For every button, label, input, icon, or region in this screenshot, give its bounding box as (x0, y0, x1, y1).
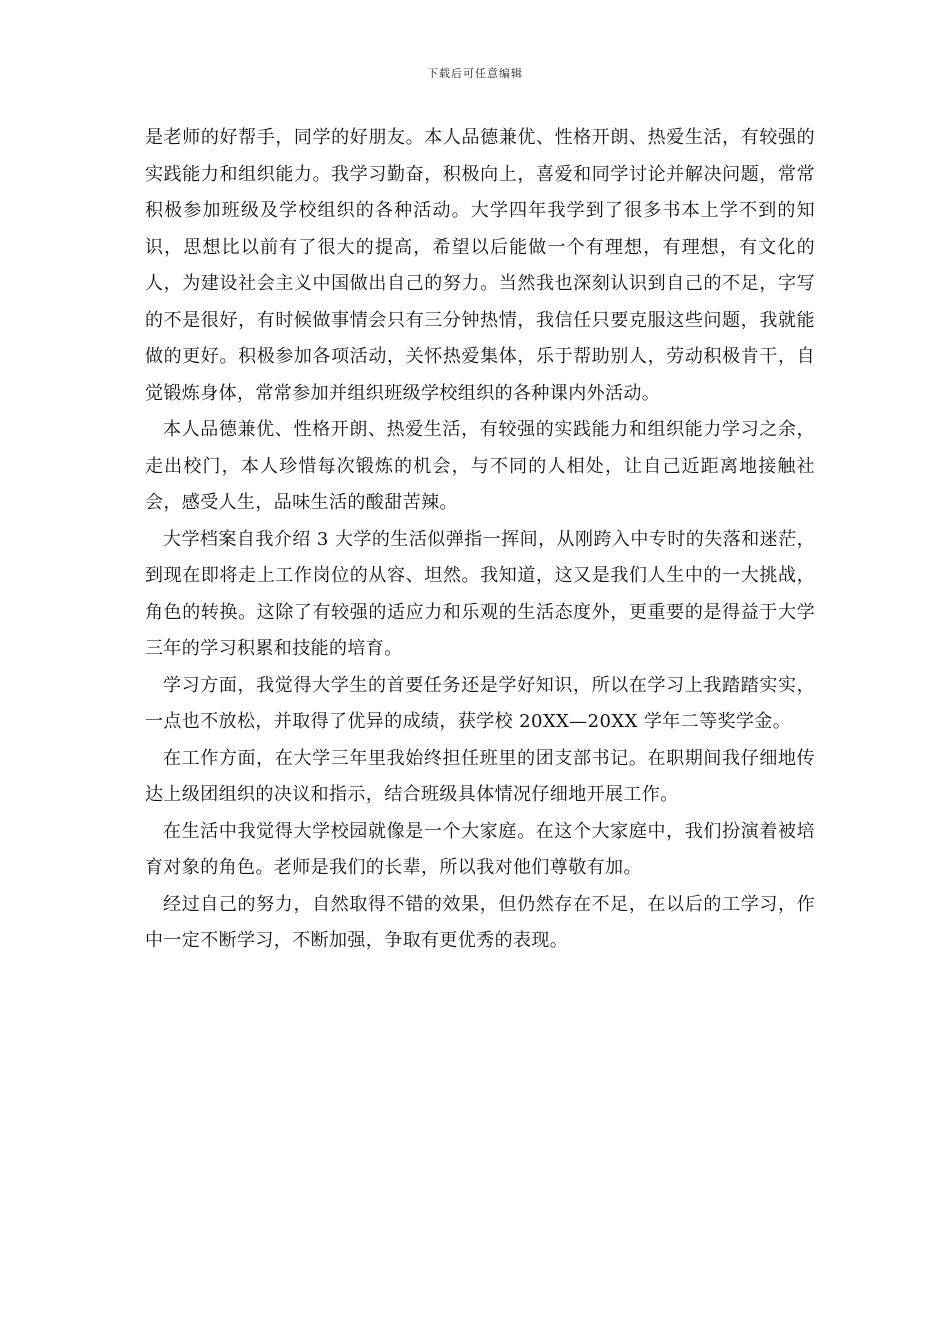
paragraph-3: 大学档案自我介绍 3 大学的生活似弹指一挥间，从刚跨入中专时的失落和迷茫，到现在即将走上工作岗位的从容、坦然。我知道，这又是我们人生中的一大挑战，角色的转换。这除了有较强的适应力和乐观的生活态度外，更重要的是得益于大学三年的学习积累和技能的培育。 (145, 528, 815, 659)
paragraph-2: 本人品德兼优、性格开朗、热爱生活，有较强的实践能力和组织能力学习之余，走出校门，本人珍惜每次锻炼的机会，与不同的人相处，让自己近距离地接触社会，感受人生，品味生活的酸甜苦辣。 (145, 419, 815, 513)
paragraph-1: 是老师的好帮手，同学的好朋友。本人品德兼优、性格开朗、热爱生活，有较强的实践能力和组织能力。我学习勤奋，积极向上，喜爱和同学讨论并解决问题，常常积极参加班级及学校组织的各种活动。大学四年我学到了很多书本上学不到的知识，思想比以前有了很大的提高，希望以后能做一个有理想，有理想，有文化的人，为建设社会主义中国做出自己的努力。当然我也深刻认识到自己的不足，字写的不是很好，有时候做事情会只有三分钟热情，我信任只要克服这些问题，我就能做的更好。积极参加各项活动，关怀热爱集体，乐于帮助别人，劳动积极肯干，自觉锻炼身体，常常参加并组织班级学校组织的各种课内外活动。 (145, 127, 815, 404)
document-body (145, 120, 815, 960)
page-header: 下载后可任意编辑 (427, 67, 523, 80)
paragraph-4: 学习方面，我觉得大学生的首要任务还是学好知识，所以在学习上我踏踏实实，一点也不放松，并取得了优异的成绩，获学校 20XX—20XX 学年二等奖学金。 (145, 674, 815, 732)
paragraph-7: 经过自己的努力，自然取得不错的效果，但仍然存在不足，在以后的工学习，作中一定不断学习，不断加强，争取有更优秀的表现。 (145, 893, 815, 951)
paragraph-6: 在生活中我觉得大学校园就像是一个大家庭。在这个大家庭中，我们扮演着被培育对象的角色。老师是我们的长辈，所以我对他们尊敬有加。 (145, 820, 815, 878)
paragraph-5: 在工作方面，在大学三年里我始终担任班里的团支部书记。在职期间我仔细地传达上级团组织的决议和指示，结合班级具体情况仔细地开展工作。 (145, 747, 815, 805)
